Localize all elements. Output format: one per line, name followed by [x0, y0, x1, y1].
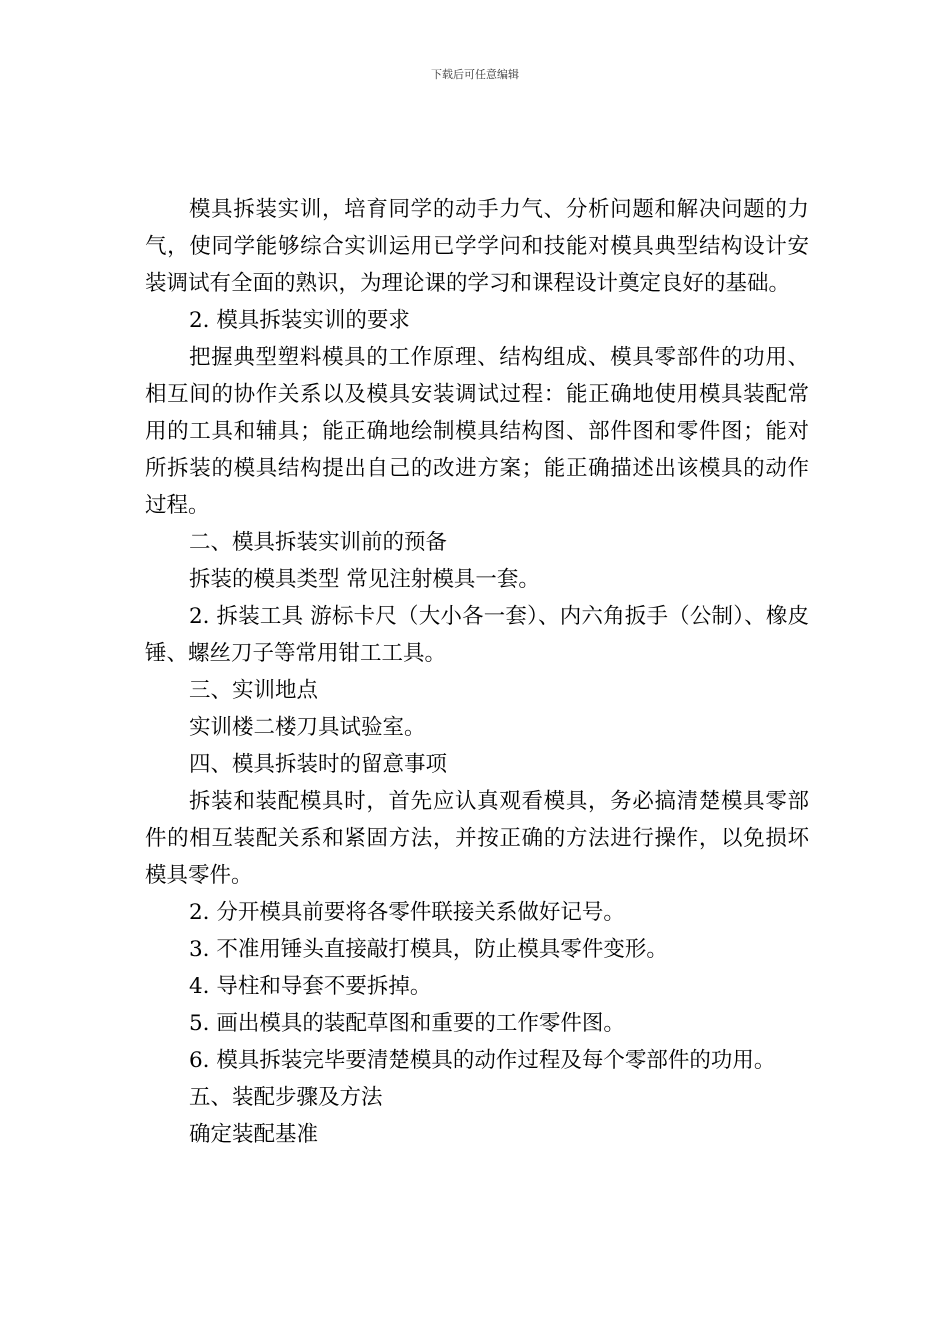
section-heading-assembly: 五、装配步骤及方法 [189, 1085, 383, 1110]
paragraph-precaution-3: 3. 不准用锤头直接敲打模具，防止模具零件变形。 [189, 937, 668, 962]
paragraph-requirements: 把握典型塑料模具的工作原理、结构组成、模具零部件的功用、相互间的协作关系以及模具安装调试过程：能正确地使用模具装配常用的工具和辅具；能正确地绘制模具结构图、部件图和零件图；能对所拆装的模具结构提出自己的改进方案；能正确描述出该模具的动作过程。 [145, 345, 809, 518]
paragraph-tools: 2. 拆装工具 游标卡尺（大小各一套）、内六角扳手（公制）、橡皮锤、螺丝刀子等常用钳工工具。 [145, 604, 809, 666]
paragraph-precaution-2: 2. 分开模具前要将各零件联接关系做好记号。 [189, 900, 625, 925]
document-body [145, 191, 809, 1153]
paragraph-assembly-datum: 确定装配基准 [189, 1122, 319, 1147]
section-heading-location: 三、实训地点 [189, 678, 319, 703]
paragraph-location: 实训楼二楼刀具试验室。 [189, 715, 426, 740]
paragraph-precaution-1: 拆装和装配模具时，首先应认真观看模具，务必搞清楚模具零部件的相互装配关系和紧固方法，并按正确的方法进行操作，以免损坏模具零件。 [145, 789, 809, 888]
paragraph-precaution-4: 4. 导柱和导套不要拆掉。 [189, 974, 432, 999]
paragraph-mold-type: 拆装的模具类型 常见注射模具一套。 [189, 567, 540, 592]
paragraph-precaution-6: 6. 模具拆装完毕要清楚模具的动作过程及每个零部件的功用。 [189, 1048, 776, 1073]
paragraph-requirements-heading: 2. 模具拆装实训的要求 [189, 308, 410, 333]
section-heading-preparation: 二、模具拆装实训前的预备 [189, 530, 448, 555]
paragraph-precaution-5: 5. 画出模具的装配草图和重要的工作零件图。 [189, 1011, 625, 1036]
section-heading-precautions: 四、模具拆装时的留意事项 [189, 752, 448, 777]
page-header: 下载后可任意编辑 [431, 68, 519, 81]
paragraph-intro: 模具拆装实训，培育同学的动手力气、分析问题和解决问题的力气，使同学能够综合实训运用已学学问和技能对模具典型结构设计安装调试有全面的熟识，为理论课的学习和课程设计奠定良好的基础。 [145, 197, 809, 296]
